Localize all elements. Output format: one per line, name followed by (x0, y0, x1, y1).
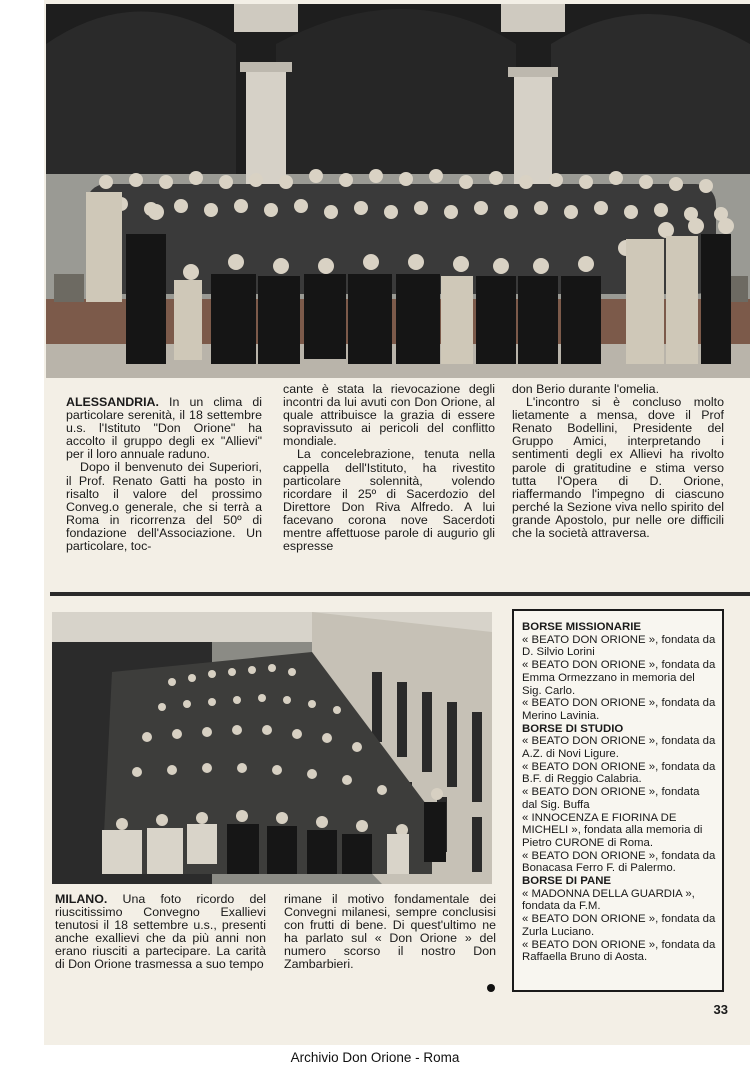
article-milano-col2: rimane il motivo fondamentale dei Convegni milanesi, sempre conclusisi con frutti di bene. Di quest'ultimo ne ha parlato sul « Don Orione » del numero scorso il nostro Don Zambarbieri. (284, 892, 496, 972)
milano-group-photo (52, 612, 492, 884)
alessandria-lead: ALESSANDRIA. (66, 395, 159, 409)
list-item: « BEATO DON ORIONE », fondata da Raffaella Bruno di Aosta. (522, 938, 716, 964)
article-alessandria-col1: ALESSANDRIA. In un clima di particolare serenità, il 18 settembre u.s. l'Istituto "Don Orione" ha accolto il gruppo degli ex "Allievi" per il loro annuale raduno. Dopo il benvenuto dei Superiori, il Prof. Renato Gatti ha posto in risalto il valore del prossimo Conveg.o generale, che si terrà a Roma in ricorrenza del 50º di fondazione dell'Associazione. Un particolare, toc- (66, 395, 262, 554)
borse-studio-section (522, 723, 716, 875)
borse-missionarie-section (522, 621, 716, 723)
list-item: « BEATO DON ORIONE », fondata da Bonacasa Ferro F. di Palermo. (522, 849, 716, 875)
page-number: 33 (713, 1002, 728, 1017)
archive-footer: Archivio Don Orione - Roma (0, 1045, 750, 1071)
list-item: « BEATO DON ORIONE », fondata da B.F. di Reggio Calabria. (522, 760, 716, 786)
section-heading: BORSE MISSIONARIE (522, 621, 641, 633)
list-item: « BEATO DON ORIONE », fondata da A.Z. di Novi Ligure. (522, 735, 716, 761)
article-milano-col1: MILANO. Una foto ricordo del riuscitissimo Convegno Exallievi tenutosi il 18 settembre u.s., presenti anche exallievi che da più anni non erano riusciti a partecipare. La carità di Don Orione trasmessa a suo tempo (55, 892, 266, 972)
list-item: « INNOCENZA E FIORINA DE MICHELI », fondata alla memoria di Pietro CURONE di Roma. (522, 811, 703, 849)
list-item: « BEATO DON ORIONE », fondata da Merino Lavinia. (522, 697, 716, 722)
article-alessandria-col3: don Berio durante l'omelia. L'incontro si è concluso molto lietamente a mensa, dove il Prof Renato Bodellini, Presidente del Gruppo Amici, interpretando i sentimenti degli ex Allievi ha rivolto parole di gratitudine e stima verso tutta l'Opera di D. Orione, riaffermando l'impegno di ciascuno perché la Sezione viva nello spirito del grande Apostolo, pur nelle ore difficili che la società attraversa. (512, 382, 724, 541)
list-item: « MADONNA DELLA GUARDIA », fondata da F.M. (522, 887, 695, 913)
page-margin (0, 0, 44, 1045)
borse-pane-section (522, 875, 716, 964)
list-item: « BEATO DON ORIONE », fondata da Zurla Luciano. (522, 913, 716, 938)
section-divider (50, 592, 750, 596)
list-item: « BEATO DON ORIONE », fondata dal Sig. Buffa (522, 786, 700, 811)
end-bullet (487, 984, 495, 992)
section-heading: BORSE DI PANE (522, 875, 612, 888)
milano-lead: MILANO. (55, 892, 108, 906)
section-heading: BORSE DI STUDIO (522, 722, 624, 735)
alessandria-group-photo (46, 4, 750, 378)
article-alessandria-col2: cante è stata la rievocazione degli incontri da lui avuti con Don Orione, al quale attribuisce la grazia di essere sopravissuto ai pericoli del conflitto mondiale. La concelebrazione, tenuta nella cappella dell'Istituto, ha rivestito particolare solennità, volendo ricordare il 25º di Sacerdozio del Direttore Don Riva Alfredo. A lui facevano corona nove Sacerdoti mentre affettuose parole di augurio gli espresse (283, 382, 495, 554)
list-item: « BEATO DON ORIONE », fondata da D. Silvio Lorini (522, 633, 716, 659)
list-item: « BEATO DON ORIONE », fondata da Emma Ormezzano in memoria del Sig. Carlo. (522, 659, 716, 697)
borse-box (512, 609, 724, 992)
